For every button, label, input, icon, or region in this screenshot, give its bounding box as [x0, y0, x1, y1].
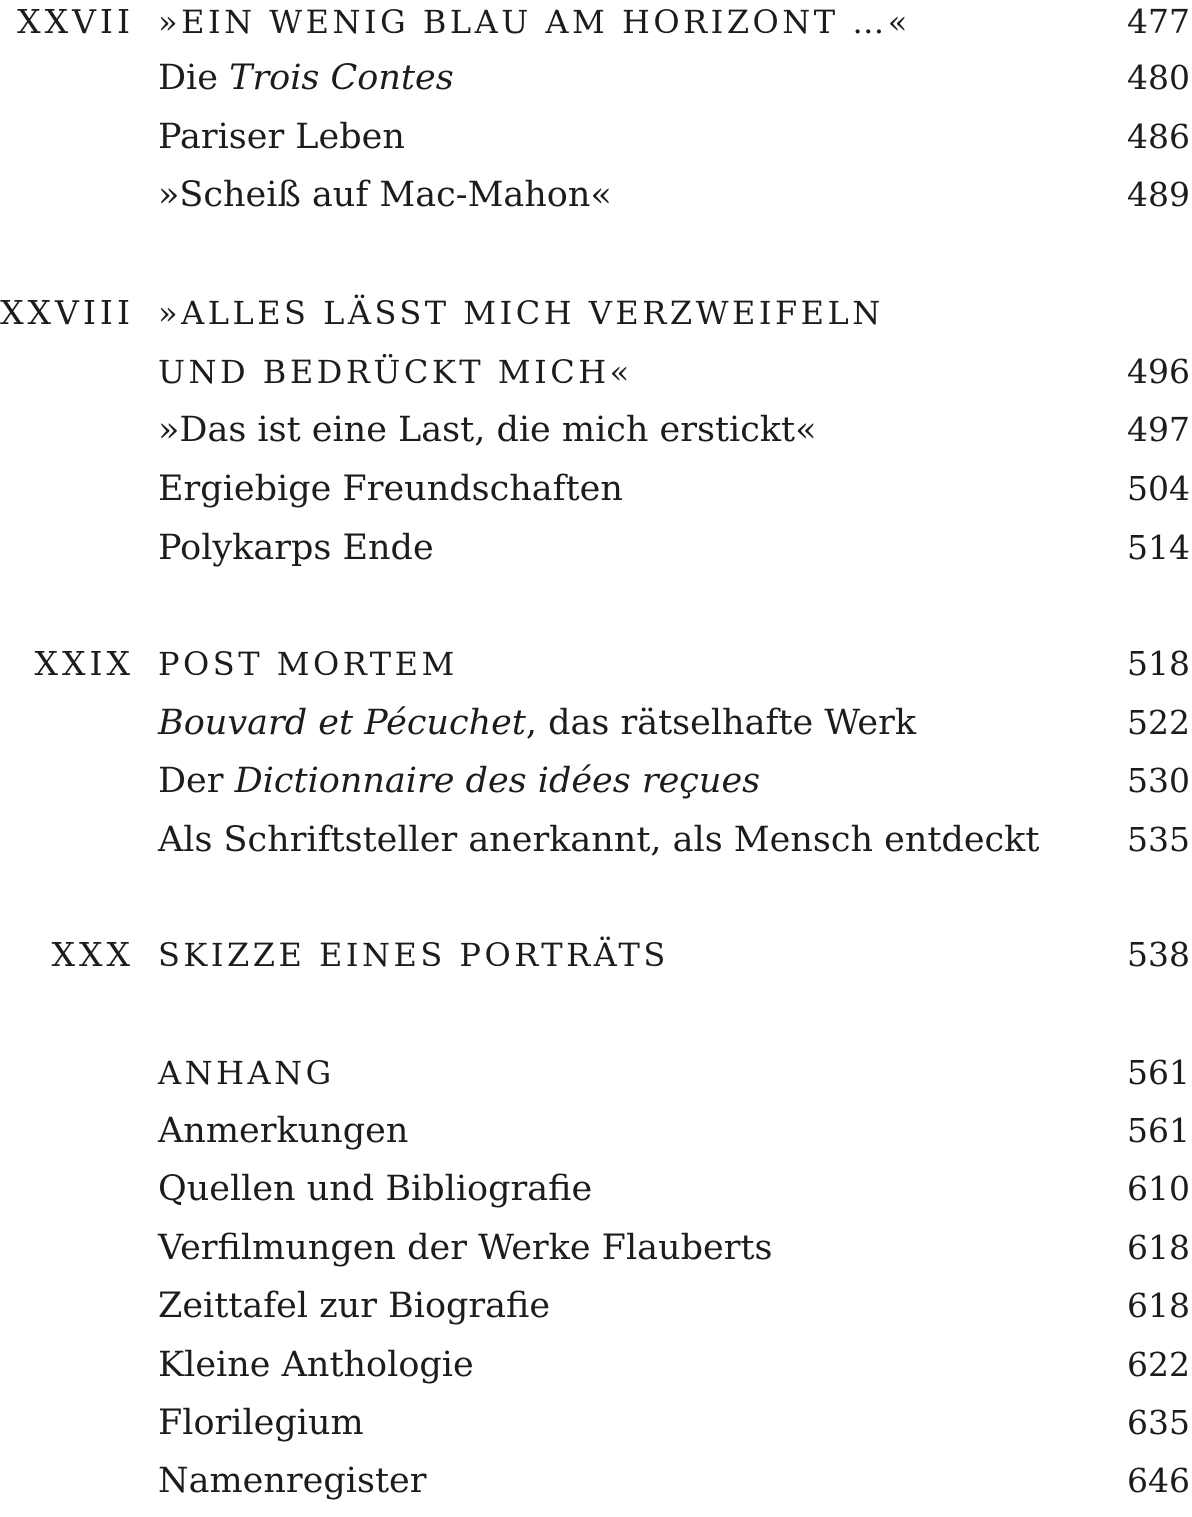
toc-entry[interactable] [0, 1459, 1192, 1517]
entry-title: Der Dictionnaire des idées reçues [158, 761, 761, 801]
entry-title: Verfilmungen der Werke Flauberts [158, 1228, 773, 1268]
appendix-heading-row[interactable] [0, 1051, 1192, 1109]
entry-title: Kleine Anthologie [158, 1345, 474, 1385]
toc-entry[interactable] [0, 115, 1192, 173]
chapter-heading-row[interactable] [0, 291, 1192, 349]
entry-title: »Das ist eine Last, die mich erstickt« [158, 410, 817, 450]
entry-title: Quellen und Bibliografie [158, 1169, 593, 1209]
entry-title: Als Schriftsteller anerkannt, als Mensch entdeckt [158, 820, 1040, 860]
chapter-heading-row[interactable] [0, 350, 1192, 408]
page-number: 486 [1127, 117, 1190, 156]
page-number: 504 [1127, 469, 1190, 508]
entry-title: Florilegium [158, 1403, 364, 1443]
entry-title: Die Trois Contes [158, 58, 454, 98]
page-number: 538 [1127, 935, 1190, 974]
entry-title: Anmerkungen [158, 1111, 409, 1151]
chapter-number: XXIX [34, 644, 134, 683]
entry-title: »Scheiß auf Mac-Mahon« [158, 175, 612, 215]
entry-title: Bouvard et Pécuchet, das rätselhafte Werk [158, 703, 917, 743]
chapter-title: »ALLES LÄSST MICH VERZWEIFELN [158, 294, 884, 332]
toc-entry[interactable] [0, 1109, 1192, 1167]
entry-title: Ergiebige Freundschaften [158, 469, 623, 509]
chapter-number: XXVII [17, 2, 134, 41]
toc-entry[interactable] [0, 1284, 1192, 1342]
page-number: 496 [1127, 352, 1190, 391]
chapter-heading-row[interactable] [0, 642, 1192, 700]
page-number: 514 [1127, 528, 1190, 567]
page-number: 535 [1127, 820, 1190, 859]
entry-title: Namenregister [158, 1461, 427, 1501]
chapter-heading-row[interactable] [0, 933, 1192, 991]
page-number: 646 [1127, 1461, 1190, 1500]
toc-entry[interactable] [0, 759, 1192, 817]
page-number: 561 [1127, 1053, 1190, 1092]
toc-entry[interactable] [0, 1343, 1192, 1401]
toc-entry[interactable] [0, 1226, 1192, 1284]
toc-entry[interactable] [0, 818, 1192, 876]
chapter-title: POST MORTEM [158, 645, 458, 683]
toc-entry[interactable] [0, 467, 1192, 525]
chapter-title: »EIN WENIG BLAU AM HORIZONT …« [158, 3, 911, 41]
page-number: 610 [1127, 1169, 1190, 1208]
entry-title: Polykarps Ende [158, 528, 434, 568]
page-number: 635 [1127, 1403, 1190, 1442]
chapter-number: XXX [51, 935, 134, 974]
page-number: 618 [1127, 1286, 1190, 1325]
chapter-title: SKIZZE EINES PORTRÄTS [158, 936, 669, 974]
toc-entry[interactable] [0, 701, 1192, 759]
appendix-title: ANHANG [158, 1054, 335, 1092]
chapter-number: XXVIII [0, 293, 134, 332]
toc-entry[interactable] [0, 173, 1192, 231]
page-number: 522 [1127, 703, 1190, 742]
entry-title: Zeittafel zur Biografie [158, 1286, 551, 1326]
page-number: 530 [1127, 761, 1190, 800]
chapter-heading-row[interactable] [0, 0, 1192, 58]
toc-entry[interactable] [0, 1401, 1192, 1459]
page-number: 518 [1127, 644, 1190, 683]
page-number: 477 [1127, 2, 1190, 41]
page-number: 622 [1127, 1345, 1190, 1384]
toc-entry[interactable] [0, 1167, 1192, 1225]
entry-title: Pariser Leben [158, 117, 405, 157]
page-number: 497 [1127, 410, 1190, 449]
page-number: 618 [1127, 1228, 1190, 1267]
toc-entry[interactable] [0, 526, 1192, 584]
page-number: 489 [1127, 175, 1190, 214]
chapter-title: UND BEDRÜCKT MICH« [158, 353, 633, 391]
toc-entry[interactable] [0, 56, 1192, 114]
page-number: 561 [1127, 1111, 1190, 1150]
toc-entry[interactable] [0, 408, 1192, 466]
page-number: 480 [1127, 58, 1190, 97]
